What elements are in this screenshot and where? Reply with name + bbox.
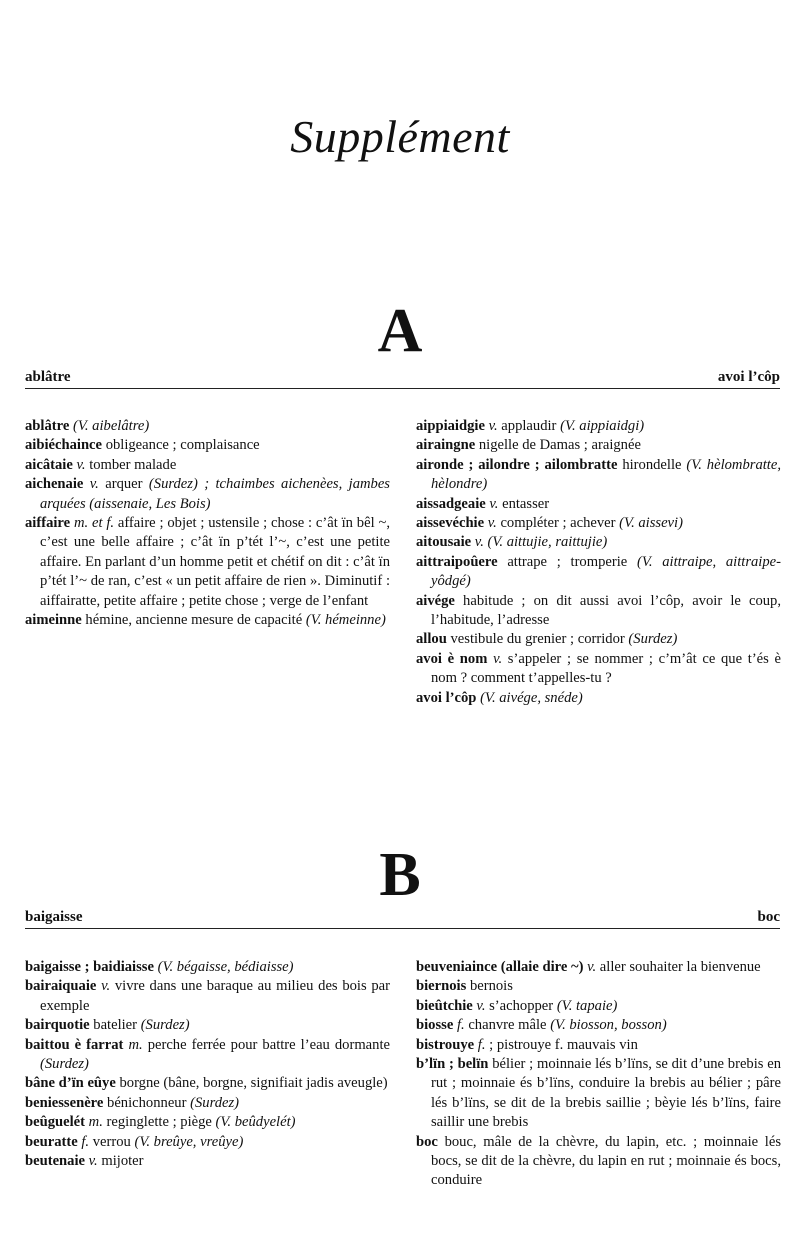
entry-definition: attrape ; tromperie	[507, 553, 628, 570]
entry-grammar: v.	[76, 456, 86, 473]
entry-definition: vivre dans une baraque au milieu des bois par exemple	[40, 978, 390, 1014]
entry-definition: bélier ; moinnaie lés b’lïns, se dit d’une brebis en rut ; moinnaie és b’lïns, conduire la brebis au bélier ; pâre lés b’lïns, se dit de la brebis saillie ; bèyie lés b’lïns, faire saillir une brebis	[431, 1056, 781, 1131]
running-head-left: baigaisse	[25, 909, 83, 925]
entry-note: (V. tapaie)	[556, 997, 618, 1014]
entry-note: (V. aibelâtre)	[72, 418, 150, 434]
entry-grammar: v.	[89, 476, 99, 493]
entry-headword: airaingne	[416, 437, 476, 454]
entry-headword: bairquotie	[25, 1017, 90, 1034]
entry-definition: applaudir	[501, 418, 557, 434]
dictionary-entry	[416, 1036, 781, 1055]
dictionary-entry	[25, 514, 390, 611]
entry-definition: s’appeler ; se nommer ; c’m’ât ce que t’és è nom ? comment t’appelles-tu ?	[431, 650, 781, 687]
entry-headword: boc	[416, 1133, 438, 1150]
dictionary-entry	[416, 456, 781, 495]
entry-headword: avoi l’côp	[416, 689, 477, 706]
entry-grammar: m.	[88, 1114, 103, 1131]
dictionary-entry	[25, 456, 390, 475]
entry-headword: aippiaidgie	[416, 418, 485, 434]
dictionary-entry	[25, 977, 390, 1016]
entry-note: (V. biosson, bosson)	[550, 1017, 667, 1034]
entry-headword: ablâtre	[25, 418, 70, 434]
entry-grammar: v.	[476, 997, 486, 1014]
entry-definition: aller souhaiter la bienvenue	[599, 959, 761, 975]
column-b-right	[416, 958, 781, 1191]
entry-headword: aivége	[416, 592, 455, 609]
entry-headword: bieûtchie	[416, 997, 473, 1014]
entry-note: (V. aissevi)	[619, 515, 683, 532]
dictionary-entry	[25, 436, 390, 455]
entry-headword: bâne d’ïn eûye	[25, 1075, 116, 1092]
entry-note: (V. aippiaidgi)	[560, 418, 645, 434]
dictionary-entry	[416, 977, 781, 996]
entry-headword: beuveniaince (allaie dire ~)	[416, 959, 584, 975]
entry-headword: aironde ; ailondre ; ailombratte	[416, 456, 618, 473]
dictionary-entry	[416, 417, 781, 436]
entry-definition: borgne (bâne, borgne, signifiait jadis aveugle)	[119, 1075, 388, 1092]
entry-headword: allou	[416, 631, 447, 648]
entry-note: (V. hèlombratte, hèlondre)	[431, 456, 781, 493]
running-head-a	[25, 366, 780, 389]
entry-headword: baittou è farrat	[25, 1036, 124, 1053]
entry-grammar: v.	[88, 1153, 98, 1170]
entry-headword: aissadgeaie	[416, 495, 486, 512]
entry-note: (Surdez)	[628, 631, 678, 648]
dictionary-entry	[416, 1133, 781, 1191]
entry-headword: biosse	[416, 1017, 454, 1034]
dictionary-entry	[25, 1133, 390, 1152]
entry-headword: beutenaie	[25, 1153, 85, 1170]
running-head-b	[25, 906, 780, 929]
dictionary-entry	[416, 630, 781, 649]
entry-definition: s’achopper	[489, 997, 554, 1014]
entry-headword: beûguelét	[25, 1114, 85, 1131]
entry-note: (V. breûye, vreûye)	[134, 1133, 244, 1150]
column-a-right	[416, 417, 781, 708]
entry-definition: ; pistrouye f. mauvais vin	[489, 1036, 638, 1053]
entry-grammar: v.	[493, 650, 503, 667]
entry-grammar: f.	[477, 1036, 486, 1053]
entry-headword: aiffaire	[25, 515, 71, 532]
entry-definition: hirondelle	[622, 456, 682, 473]
entry-headword: biernois	[416, 978, 467, 995]
entry-grammar: m.	[128, 1036, 143, 1053]
dictionary-entry	[25, 417, 390, 436]
dictionary-entry	[416, 689, 781, 708]
dictionary-entry	[416, 997, 781, 1016]
entry-headword: aicâtaie	[25, 456, 73, 473]
entry-definition: habitude ; on dit aussi avoi l’côp, avoir le coup, l’habitude, l’adresse	[431, 592, 782, 629]
section-letter-a: A	[377, 297, 423, 365]
entry-grammar: f.	[456, 1017, 465, 1034]
entry-grammar: v.	[488, 418, 498, 434]
dictionary-entry	[416, 436, 781, 455]
entry-definition: nigelle de Damas ; araignée	[478, 437, 641, 454]
entry-headword: baigaisse ; baidiaisse	[25, 959, 154, 975]
entry-grammar: m. et f.	[73, 515, 115, 532]
dictionary-entry	[416, 958, 781, 977]
entry-headword: aissevéchie	[416, 515, 485, 532]
entry-grammar: v.	[587, 959, 597, 975]
entry-grammar: v.	[487, 515, 497, 532]
dictionary-entry	[25, 1036, 390, 1075]
dictionary-entry	[25, 1094, 390, 1113]
entry-headword: bistrouye	[416, 1036, 475, 1053]
entry-definition: bernois	[469, 978, 513, 995]
column-b-left	[25, 958, 390, 1171]
entry-definition: tomber malade	[89, 456, 177, 473]
entry-definition: arquer	[105, 476, 143, 493]
entry-grammar: v.	[489, 495, 499, 512]
entry-definition: batelier	[93, 1017, 138, 1034]
entry-note: (V. aittraipe, aittraipe-yôdgé)	[431, 553, 781, 590]
dictionary-entry	[25, 1152, 390, 1171]
entry-headword: bairaiquaie	[25, 978, 97, 995]
dictionary-entry	[416, 514, 781, 533]
entry-grammar: f.	[81, 1133, 90, 1150]
entry-definition: compléter ; achever	[500, 515, 616, 532]
entry-note: (V. hémeinne)	[305, 612, 386, 629]
entry-definition: bénichonneur	[107, 1094, 187, 1111]
entry-definition: obligeance ; complaisance	[105, 437, 260, 454]
dictionary-entry	[416, 650, 781, 689]
entry-headword: beuratte	[25, 1133, 78, 1150]
entry-grammar: v.	[101, 978, 111, 995]
entry-note: (V. bégaisse, bédiaisse)	[157, 959, 294, 975]
entry-headword: aichenaie	[25, 476, 84, 493]
entry-definition: entasser	[502, 495, 550, 512]
section-letter-b: B	[379, 841, 421, 909]
column-a-left	[25, 417, 390, 630]
entry-headword: beniessenère	[25, 1094, 104, 1111]
page-title: Supplément	[290, 111, 510, 162]
entry-definition: bouc, mâle de la chèvre, du lapin, etc. ; moinnaie lés bocs, se dit de la chèvre, du lapin en rut ; moinnaie és bocs, conduire	[431, 1133, 782, 1189]
entry-headword: aitousaie	[416, 534, 472, 551]
entry-note: (V. beûdyelét)	[215, 1114, 296, 1131]
dictionary-entry	[416, 592, 781, 631]
dictionary-entry	[416, 553, 781, 592]
dictionary-entry	[25, 475, 390, 514]
entry-headword: aittraipoûere	[416, 553, 498, 570]
entry-grammar: v.	[474, 534, 484, 551]
entry-definition: verrou	[92, 1133, 131, 1150]
dictionary-entry	[25, 611, 390, 630]
dictionary-entry	[25, 1016, 390, 1035]
entry-definition: affaire ; objet ; ustensile ; chose : c’ât ïn bêl ~, c’est une belle affaire ; c’ât ïn p’tét l’~, c’est une petite affaire. En parlant d’un homme petit et chétif on dit : c’ât ïn p’tét l’~ de ran, c’est « un petit affaire de rien ». Diminutif : aiffairatte, petite affaire ; petite chose ; verge de l’enfant	[40, 515, 390, 609]
dictionary-entry	[25, 958, 390, 977]
entry-definition: perche ferrée pour battre l’eau dormante	[147, 1036, 390, 1053]
entry-headword: avoi è nom	[416, 650, 488, 667]
entry-note: (Surdez)	[40, 1056, 89, 1073]
entry-headword: aimeinne	[25, 612, 82, 629]
entry-definition: reginglette ; piège	[106, 1114, 212, 1131]
entry-note: (Surdez)	[190, 1094, 240, 1111]
entry-note: (V. aittujie, raittujie)	[487, 534, 608, 551]
dictionary-entry	[416, 533, 781, 552]
entry-definition: chanvre mâle	[468, 1017, 547, 1034]
entry-definition: hémine, ancienne mesure de capacité	[85, 612, 303, 629]
dictionary-entry	[416, 495, 781, 514]
entry-headword: b’lïn ; belïn	[416, 1056, 489, 1073]
entry-headword: aibiéchaince	[25, 437, 103, 454]
dictionary-entry	[416, 1055, 781, 1133]
entry-note: (Surdez)	[140, 1017, 190, 1034]
dictionary-entry	[25, 1113, 390, 1132]
running-head-left: ablâtre	[25, 369, 71, 385]
entry-note: (Surdez) ; tchaimbes aichenèes, jambes arquées (aissenaie, Les Bois)	[40, 476, 390, 512]
dictionary-entry	[416, 1016, 781, 1035]
entry-definition: mijoter	[101, 1153, 144, 1170]
running-head-right: boc	[757, 909, 780, 925]
entry-note: (V. aivége, snéde)	[480, 689, 583, 706]
running-head-right: avoi l’côp	[717, 369, 780, 385]
entry-definition: vestibule du grenier ; corridor	[450, 631, 625, 648]
dictionary-entry	[25, 1074, 390, 1093]
